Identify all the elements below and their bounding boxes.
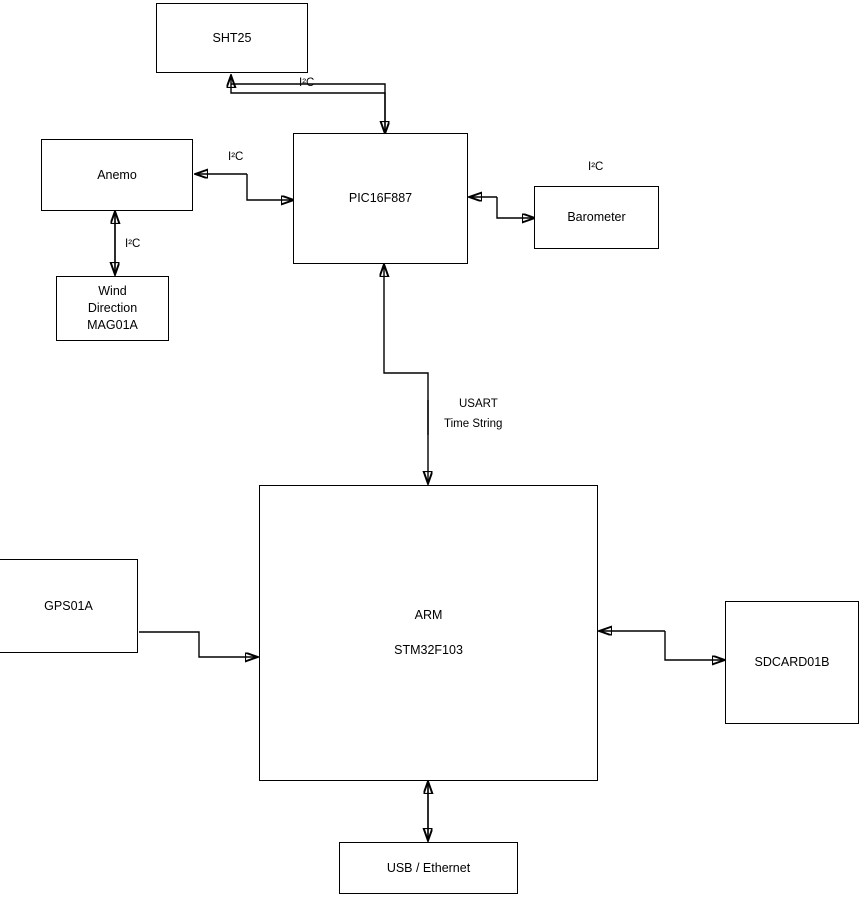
wire-anemo-to-pic: [247, 174, 293, 200]
edge-label-i2c-anemo: I²C: [228, 151, 244, 163]
node-wind-direction-label-line2: Direction: [87, 301, 138, 316]
wire-gps-to-arm: [139, 632, 257, 657]
node-anemo-label: Anemo: [97, 167, 137, 182]
node-sht25-label: SHT25: [212, 30, 252, 45]
node-usb-ethernet-label: USB / Ethernet: [386, 860, 471, 875]
node-arm-label-line1: ARM: [414, 608, 443, 623]
edge-label-usart-line1: USART: [459, 398, 498, 410]
node-wind-direction[interactable]: [56, 276, 169, 341]
node-gps01a-label: GPS01A: [44, 598, 93, 613]
node-gps01a[interactable]: [0, 559, 138, 653]
edge-label-i2c-wind-direction: I²C: [125, 238, 141, 250]
node-sdcard01b[interactable]: [725, 601, 859, 724]
node-wind-direction-label-line1: Wind: [98, 284, 127, 299]
node-pic16f887-label: PIC16F887: [348, 191, 413, 206]
node-barometer-label: Barometer: [567, 210, 626, 225]
node-anemo[interactable]: [41, 139, 193, 211]
node-wind-direction-label-line3: MAG01A: [87, 317, 138, 332]
node-barometer[interactable]: [534, 186, 659, 249]
node-usb-ethernet[interactable]: [339, 842, 518, 894]
node-pic16f887[interactable]: [293, 133, 468, 264]
node-arm-stm32f103[interactable]: [259, 485, 598, 781]
node-arm-label-line2: STM32F103: [394, 643, 463, 657]
edge-label-i2c-barometer: I²C: [588, 161, 604, 173]
node-sht25[interactable]: [156, 3, 308, 73]
edge-label-usart-line2: Time String: [444, 418, 503, 430]
wire-pic-to-barometer: [497, 197, 534, 218]
wire-arm-to-pic-usart: [384, 265, 428, 435]
wire-arm-to-sdcard: [665, 631, 724, 660]
node-sdcard01b-label: SDCARD01B: [754, 655, 830, 670]
edge-label-i2c-sht25: I²C: [299, 77, 315, 89]
